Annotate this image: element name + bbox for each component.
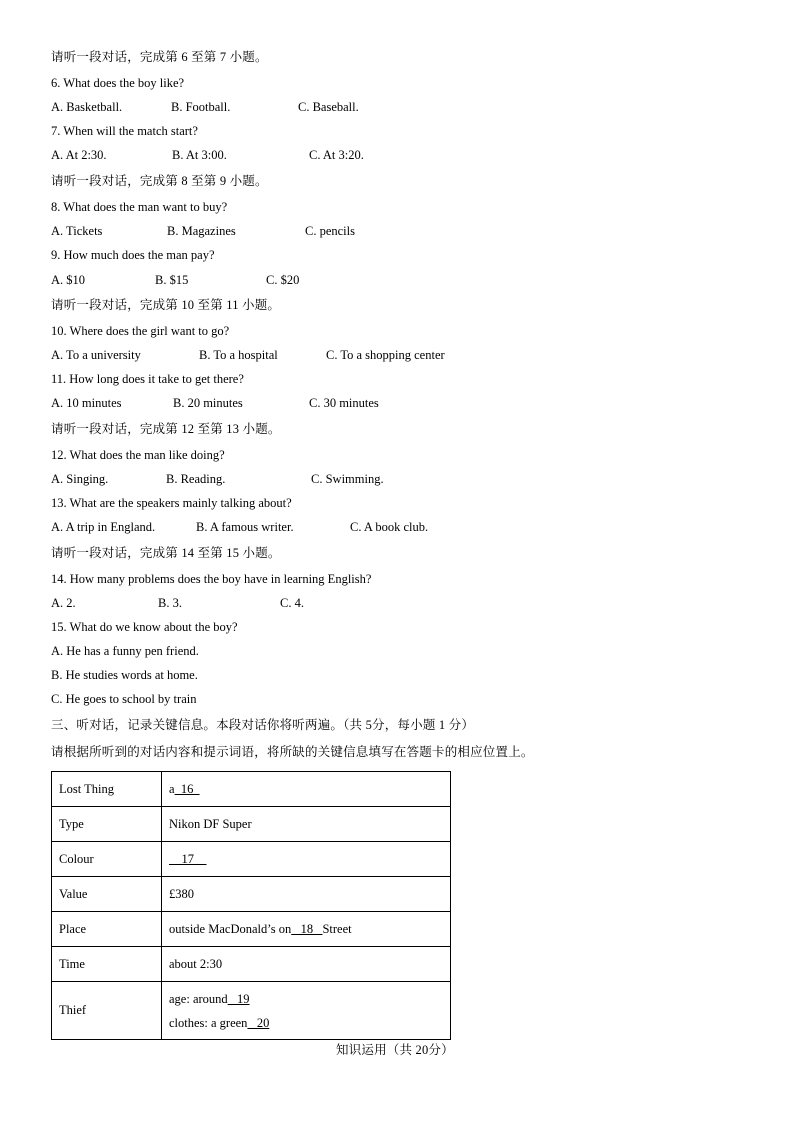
- table-row: [52, 877, 451, 912]
- question-10: 10. Where does the girl want to go?: [51, 324, 230, 338]
- option-b: B. 3.: [158, 596, 182, 610]
- option-c: C. To a shopping center: [326, 348, 445, 362]
- question-8: 8. What does the man want to buy?: [51, 200, 228, 214]
- answer-blank-17: 17: [169, 851, 207, 866]
- question-7: 7. When will the match start?: [51, 124, 198, 138]
- option-b: B. To a hospital: [199, 348, 278, 362]
- option-a: A. 10 minutes: [51, 396, 122, 410]
- value-prefix: a: [169, 781, 175, 796]
- table-value: [162, 982, 451, 1040]
- section-instruction: 请听一段对话，完成第 14 至第 15 小题。: [51, 546, 281, 560]
- option-b: B. Reading.: [166, 472, 226, 486]
- section-instruction: 请听一段对话，完成第 6 至第 7 小题。: [51, 50, 268, 64]
- option-c: C. Swimming.: [311, 472, 384, 486]
- table-value: Nikon DF Super: [162, 807, 451, 842]
- option-b: B. Football.: [171, 100, 231, 114]
- option-a: A. A trip in England.: [51, 520, 156, 534]
- table-key: Place: [52, 912, 162, 947]
- option-c: C. 30 minutes: [309, 396, 379, 410]
- answer-blank-18: 18: [291, 921, 323, 936]
- section-footer: 知识运用（共 20分）: [336, 1043, 454, 1057]
- info-table: [51, 771, 451, 1040]
- value-suffix: Street: [322, 921, 352, 936]
- table-key: Value: [52, 877, 162, 912]
- option-a: A. To a university: [51, 348, 141, 362]
- table-key: Thief: [52, 982, 162, 1040]
- question-6: 6. What does the boy like?: [51, 76, 185, 90]
- question-11: 11. How long does it take to get there?: [51, 372, 244, 386]
- option-c: C. A book club.: [350, 520, 429, 534]
- table-value: about 2:30: [162, 947, 451, 982]
- question-13: 13. What are the speakers mainly talking about?: [51, 496, 292, 510]
- option-a: A. Basketball.: [51, 100, 123, 114]
- option-b: B. He studies words at home.: [51, 668, 198, 682]
- option-a: A. At 2:30.: [51, 148, 107, 162]
- answer-blank-20: 20: [247, 1015, 270, 1030]
- option-a: A. Singing.: [51, 472, 109, 486]
- answer-blank-16: 16: [174, 781, 200, 796]
- question-15: 15. What do we know about the boy?: [51, 620, 238, 634]
- option-b: B. At 3:00.: [172, 148, 227, 162]
- table-row: [52, 807, 451, 842]
- section-instruction: 请听一段对话，完成第 8 至第 9 小题。: [51, 174, 268, 188]
- table-value: £380: [162, 877, 451, 912]
- table-row: [52, 912, 451, 947]
- option-b: B. A famous writer.: [196, 520, 294, 534]
- option-b: B. 20 minutes: [173, 396, 243, 410]
- part-instruction: 请根据所听到的对话内容和提示词语，将所缺的关键信息填写在答题卡的相应位置上。: [51, 745, 534, 759]
- question-12: 12. What does the man like doing?: [51, 448, 225, 462]
- part-title: 三、听对话，记录关键信息。本段对话你将听两遍。（共 5分，每小题 1 分）: [51, 718, 475, 732]
- option-c: C. He goes to school by train: [51, 692, 197, 706]
- option-a: A. He has a funny pen friend.: [51, 644, 199, 658]
- table-key: Type: [52, 807, 162, 842]
- value-prefix: clothes: a green: [169, 1015, 248, 1030]
- option-b: B. Magazines: [167, 224, 236, 238]
- question-14: 14. How many problems does the boy have in learning English?: [51, 572, 372, 586]
- table-key: Time: [52, 947, 162, 982]
- table-row: [52, 842, 451, 877]
- option-c: C. 4.: [280, 596, 304, 610]
- option-c: C. $20: [266, 273, 300, 287]
- table-row: [52, 982, 451, 1040]
- option-c: C. At 3:20.: [309, 148, 364, 162]
- table-key: Lost Thing: [52, 772, 162, 807]
- option-a: A. Tickets: [51, 224, 103, 238]
- option-c: C. pencils: [305, 224, 355, 238]
- question-9: 9. How much does the man pay?: [51, 248, 215, 262]
- section-instruction: 请听一段对话，完成第 10 至第 11 小题。: [51, 298, 281, 312]
- value-prefix: age: around: [169, 991, 228, 1006]
- table-value: [162, 772, 451, 807]
- option-c: C. Baseball.: [298, 100, 359, 114]
- option-b: B. $15: [155, 273, 189, 287]
- table-value: [162, 842, 451, 877]
- table-row: [52, 947, 451, 982]
- section-instruction: 请听一段对话，完成第 12 至第 13 小题。: [51, 422, 281, 436]
- option-a: A. $10: [51, 273, 86, 287]
- table-value: [162, 912, 451, 947]
- answer-blank-19: 19: [227, 991, 250, 1006]
- option-a: A. 2.: [51, 596, 76, 610]
- table-key: Colour: [52, 842, 162, 877]
- table-row: [52, 772, 451, 807]
- value-prefix: outside MacDonald’s on: [169, 921, 292, 936]
